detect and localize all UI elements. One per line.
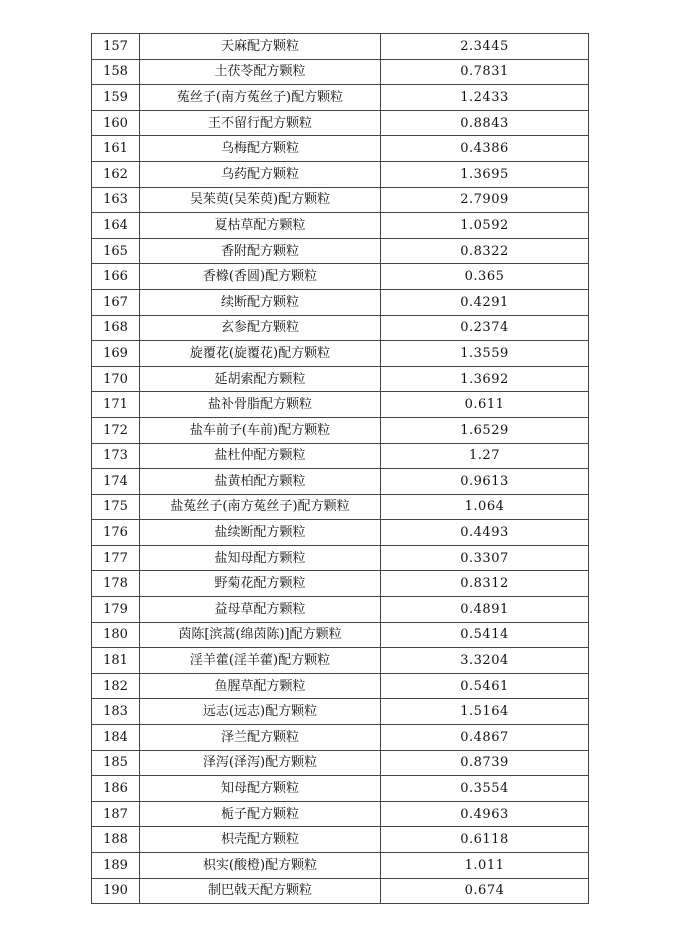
table-row [92,520,589,546]
value-cell: 1.0592 [381,213,589,239]
product-name-cell: 盐续断配方颗粒 [140,520,381,546]
product-name-cell: 盐黄柏配方颗粒 [140,469,381,495]
product-name-cell: 盐车前子(车前)配方颗粒 [140,417,381,443]
row-number-cell: 185 [92,750,140,776]
value-cell: 0.8312 [381,571,589,597]
row-number-cell: 166 [92,264,140,290]
product-name-cell: 盐菟丝子(南方菟丝子)配方颗粒 [140,494,381,520]
row-number-cell: 172 [92,417,140,443]
product-name-cell: 王不留行配方颗粒 [140,110,381,136]
value-cell: 0.365 [381,264,589,290]
value-cell: 1.2433 [381,85,589,111]
row-number-cell: 188 [92,827,140,853]
price-table [91,33,589,904]
value-cell: 1.3695 [381,161,589,187]
product-name-cell: 制巴戟天配方颗粒 [140,878,381,904]
product-name-cell: 旋覆花(旋覆花)配方颗粒 [140,341,381,367]
value-cell: 3.3204 [381,648,589,674]
table-row [92,392,589,418]
table-row [92,264,589,290]
value-cell: 0.4493 [381,520,589,546]
value-cell: 0.5414 [381,622,589,648]
product-name-cell: 栀子配方颗粒 [140,801,381,827]
table-row [92,366,589,392]
row-number-cell: 177 [92,545,140,571]
table-row [92,341,589,367]
product-name-cell: 远志(远志)配方颗粒 [140,699,381,725]
table-row [92,545,589,571]
row-number-cell: 173 [92,443,140,469]
value-cell: 2.7909 [381,187,589,213]
table-row [92,801,589,827]
row-number-cell: 181 [92,648,140,674]
table-row [92,161,589,187]
row-number-cell: 158 [92,59,140,85]
product-name-cell: 香橼(香圆)配方颗粒 [140,264,381,290]
row-number-cell: 184 [92,725,140,751]
value-cell: 1.064 [381,494,589,520]
table-row [92,59,589,85]
product-name-cell: 泽兰配方颗粒 [140,725,381,751]
table-row [92,673,589,699]
value-cell: 0.611 [381,392,589,418]
table-row [92,776,589,802]
row-number-cell: 165 [92,238,140,264]
value-cell: 0.8843 [381,110,589,136]
row-number-cell: 189 [92,853,140,879]
row-number-cell: 187 [92,801,140,827]
table-row [92,725,589,751]
value-cell: 2.3445 [381,34,589,60]
value-cell: 0.8322 [381,238,589,264]
table-row [92,289,589,315]
table-row [92,878,589,904]
value-cell: 0.9613 [381,469,589,495]
table-row [92,315,589,341]
product-name-cell: 枳实(酸橙)配方颗粒 [140,853,381,879]
table-row [92,622,589,648]
row-number-cell: 164 [92,213,140,239]
table-row [92,110,589,136]
value-cell: 0.7831 [381,59,589,85]
row-number-cell: 161 [92,136,140,162]
product-name-cell: 天麻配方颗粒 [140,34,381,60]
product-name-cell: 茵陈[滨蒿(绵茵陈)]配方颗粒 [140,622,381,648]
row-number-cell: 160 [92,110,140,136]
value-cell: 1.6529 [381,417,589,443]
row-number-cell: 175 [92,494,140,520]
product-name-cell: 玄参配方颗粒 [140,315,381,341]
product-name-cell: 盐知母配方颗粒 [140,545,381,571]
product-name-cell: 夏枯草配方颗粒 [140,213,381,239]
product-name-cell: 乌梅配方颗粒 [140,136,381,162]
table-row [92,443,589,469]
value-cell: 1.011 [381,853,589,879]
table-row [92,34,589,60]
table-row [92,648,589,674]
table-row [92,238,589,264]
table-row [92,417,589,443]
value-cell: 1.5164 [381,699,589,725]
product-name-cell: 盐补骨脂配方颗粒 [140,392,381,418]
row-number-cell: 170 [92,366,140,392]
row-number-cell: 163 [92,187,140,213]
product-name-cell: 泽泻(泽泻)配方颗粒 [140,750,381,776]
product-name-cell: 鱼腥草配方颗粒 [140,673,381,699]
product-name-cell: 淫羊藿(淫羊藿)配方颗粒 [140,648,381,674]
row-number-cell: 182 [92,673,140,699]
table-row [92,699,589,725]
value-cell: 0.4291 [381,289,589,315]
table-row [92,187,589,213]
value-cell: 0.3307 [381,545,589,571]
value-cell: 0.674 [381,878,589,904]
row-number-cell: 157 [92,34,140,60]
product-name-cell: 盐杜仲配方颗粒 [140,443,381,469]
value-cell: 1.3692 [381,366,589,392]
row-number-cell: 179 [92,597,140,623]
table-row [92,853,589,879]
row-number-cell: 174 [92,469,140,495]
value-cell: 0.8739 [381,750,589,776]
product-name-cell: 吴茱萸(吴茱萸)配方颗粒 [140,187,381,213]
product-name-cell: 香附配方颗粒 [140,238,381,264]
value-cell: 0.6118 [381,827,589,853]
table-row [92,494,589,520]
table-row [92,750,589,776]
row-number-cell: 178 [92,571,140,597]
table-row [92,136,589,162]
value-cell: 0.4867 [381,725,589,751]
value-cell: 0.3554 [381,776,589,802]
table-row [92,85,589,111]
product-name-cell: 知母配方颗粒 [140,776,381,802]
table-row [92,469,589,495]
row-number-cell: 167 [92,289,140,315]
value-cell: 1.3559 [381,341,589,367]
row-number-cell: 168 [92,315,140,341]
row-number-cell: 180 [92,622,140,648]
value-cell: 0.4891 [381,597,589,623]
value-cell: 0.5461 [381,673,589,699]
product-name-cell: 野菊花配方颗粒 [140,571,381,597]
value-cell: 0.2374 [381,315,589,341]
row-number-cell: 186 [92,776,140,802]
row-number-cell: 171 [92,392,140,418]
value-cell: 0.4963 [381,801,589,827]
table-body [92,34,589,904]
product-name-cell: 乌药配方颗粒 [140,161,381,187]
product-name-cell: 延胡索配方颗粒 [140,366,381,392]
row-number-cell: 169 [92,341,140,367]
table-row [92,213,589,239]
table-row [92,597,589,623]
table-row [92,571,589,597]
value-cell: 0.4386 [381,136,589,162]
value-cell: 1.27 [381,443,589,469]
product-name-cell: 益母草配方颗粒 [140,597,381,623]
table-row [92,827,589,853]
product-name-cell: 枳壳配方颗粒 [140,827,381,853]
row-number-cell: 176 [92,520,140,546]
row-number-cell: 159 [92,85,140,111]
row-number-cell: 190 [92,878,140,904]
product-name-cell: 土茯苓配方颗粒 [140,59,381,85]
product-name-cell: 续断配方颗粒 [140,289,381,315]
row-number-cell: 183 [92,699,140,725]
product-name-cell: 菟丝子(南方菟丝子)配方颗粒 [140,85,381,111]
row-number-cell: 162 [92,161,140,187]
